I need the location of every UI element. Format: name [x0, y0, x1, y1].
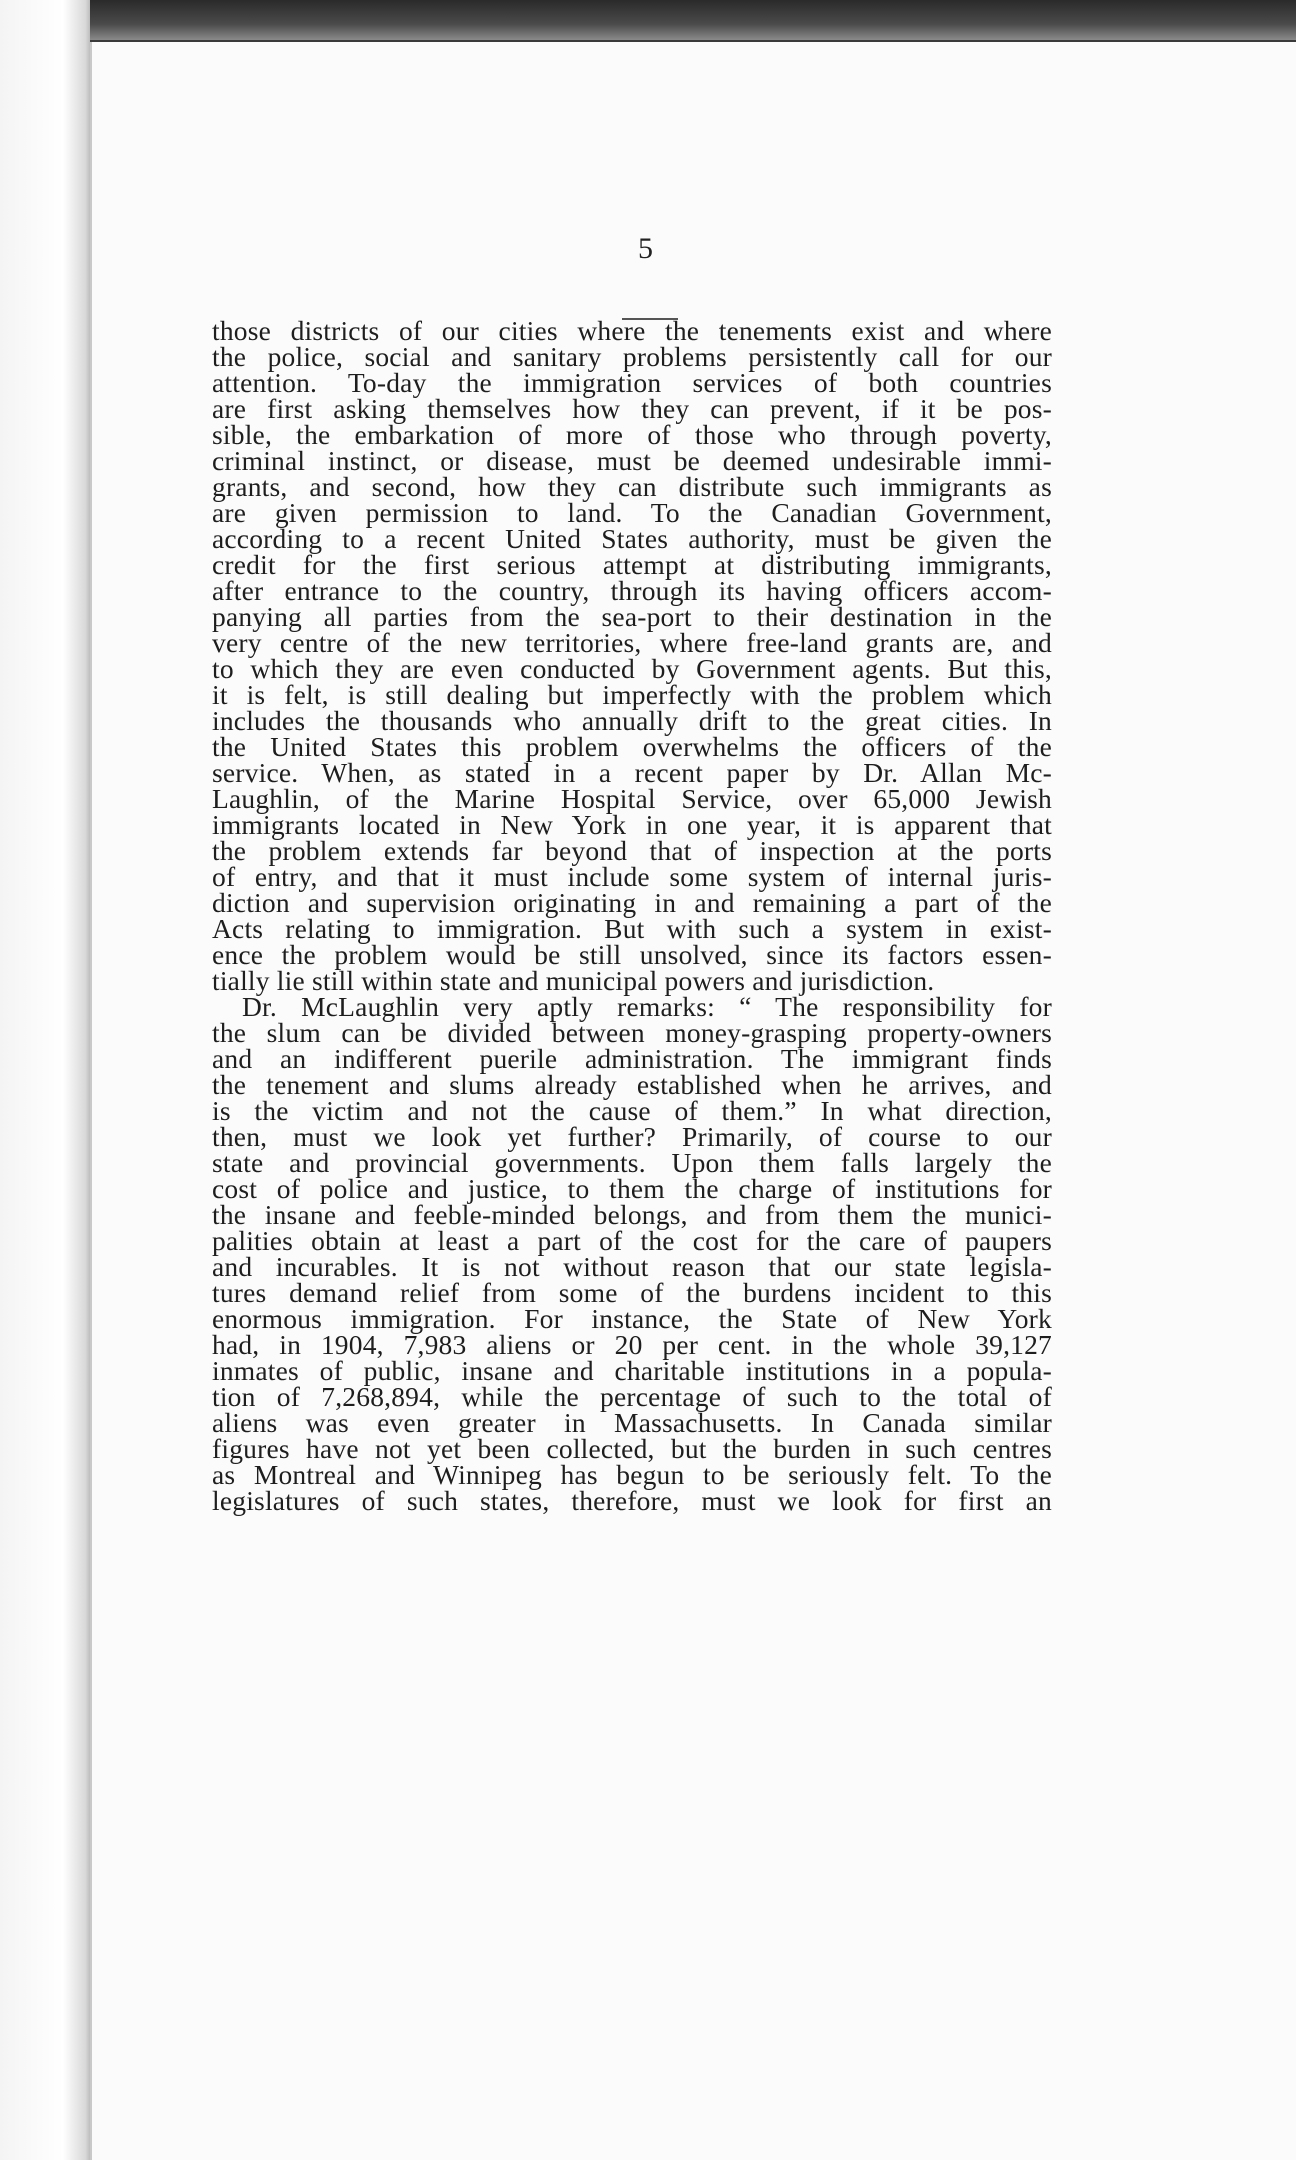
text-line: the police, social and sanitary problems persistently call for our	[212, 341, 1052, 372]
text-line: and incurables. It is not without reason that our state legisla-	[212, 1251, 1052, 1282]
text-line: are given permission to land. To the Canadian Government,	[212, 497, 1052, 528]
text-line: immigrants located in New York in one year, it is apparent that	[212, 809, 1052, 840]
text-line: it is felt, is still dealing but imperfectly with the problem which	[212, 679, 1052, 710]
page-number: 5	[638, 232, 654, 265]
text-line: figures have not yet been collected, but the burden in such centres	[212, 1433, 1052, 1464]
text-line: the slum can be divided between money-grasping property-owners	[212, 1017, 1052, 1048]
text-line: diction and supervision originating in and remaining a part of the	[212, 887, 1052, 918]
text-line: tion of 7,268,894, while the percentage of such to the total of	[212, 1381, 1052, 1412]
text-line: the insane and feeble-minded belongs, and from them the munici-	[212, 1199, 1052, 1230]
text-line: enormous immigration. For instance, the State of New York	[212, 1303, 1052, 1334]
text-line: to which they are even conducted by Government agents. But this,	[212, 653, 1052, 684]
text-line: tially lie still within state and municipal powers and jurisdiction.	[212, 965, 935, 996]
text-line: of entry, and that it must include some system of internal juris-	[212, 861, 1052, 892]
text-line: Dr. McLaughlin very aptly remarks: “ The responsibility for	[242, 991, 1052, 1022]
text-line: Acts relating to immigration. But with such a system in exist-	[212, 913, 1052, 944]
text-line: the tenement and slums already established when he arrives, and	[212, 1069, 1052, 1100]
text-line: includes the thousands who annually drift to the great cities. In	[212, 705, 1052, 736]
text-line: state and provincial governments. Upon them falls largely the	[212, 1147, 1052, 1178]
text-line: credit for the first serious attempt at distributing immigrants,	[212, 549, 1052, 580]
text-line: according to a recent United States authority, must be given the	[212, 523, 1052, 554]
text-line: ence the problem would be still unsolved, since its factors essen-	[212, 939, 1052, 970]
text-line: then, must we look yet further? Primarily, of course to our	[212, 1121, 1052, 1152]
text-line: the problem extends far beyond that of inspection at the ports	[212, 835, 1052, 866]
scan-left-margin	[0, 0, 90, 2160]
text-line: had, in 1904, 7,983 aliens or 20 per cent. in the whole 39,127	[212, 1329, 1052, 1360]
text-line: tures demand relief from some of the burdens incident to this	[212, 1277, 1052, 1308]
text-line: the United States this problem overwhelms the officers of the	[212, 731, 1052, 762]
text-line: those districts of our cities where the tenements exist and where	[212, 315, 1052, 346]
text-line: cost of police and justice, to them the charge of institutions for	[212, 1173, 1052, 1204]
body-text	[212, 315, 1052, 1516]
scan-top-edge	[0, 0, 1296, 40]
text-line: sible, the embarkation of more of those who through poverty,	[212, 419, 1052, 450]
text-line: legislatures of such states, therefore, must we look for first an	[212, 1485, 1052, 1516]
text-line: inmates of public, insane and charitable institutions in a popula-	[212, 1355, 1052, 1386]
text-line: and an indifferent puerile administration. The immigrant finds	[212, 1043, 1052, 1074]
text-line: after entrance to the country, through its having officers accom-	[212, 575, 1052, 606]
text-line: Laughlin, of the Marine Hospital Service, over 65,000 Jewish	[212, 783, 1052, 814]
text-line: very centre of the new territories, where free-land grants are, and	[212, 627, 1052, 658]
text-line: are first asking themselves how they can prevent, if it be pos-	[212, 393, 1052, 424]
text-line: panying all parties from the sea-port to their destination in the	[212, 601, 1052, 632]
text-line: grants, and second, how they can distribute such immigrants as	[212, 471, 1052, 502]
text-line: aliens was even greater in Massachusetts. In Canada similar	[212, 1407, 1052, 1438]
text-line: criminal instinct, or disease, must be deemed undesirable immi-	[212, 445, 1052, 476]
text-line: is the victim and not the cause of them.” In what direction,	[212, 1095, 1052, 1126]
text-line: attention. To-day the immigration services of both countries	[212, 367, 1052, 398]
text-line: as Montreal and Winnipeg has begun to be seriously felt. To the	[212, 1459, 1052, 1490]
text-line: palities obtain at least a part of the cost for the care of paupers	[212, 1225, 1052, 1256]
text-line: service. When, as stated in a recent paper by Dr. Allan Mc-	[212, 757, 1052, 788]
